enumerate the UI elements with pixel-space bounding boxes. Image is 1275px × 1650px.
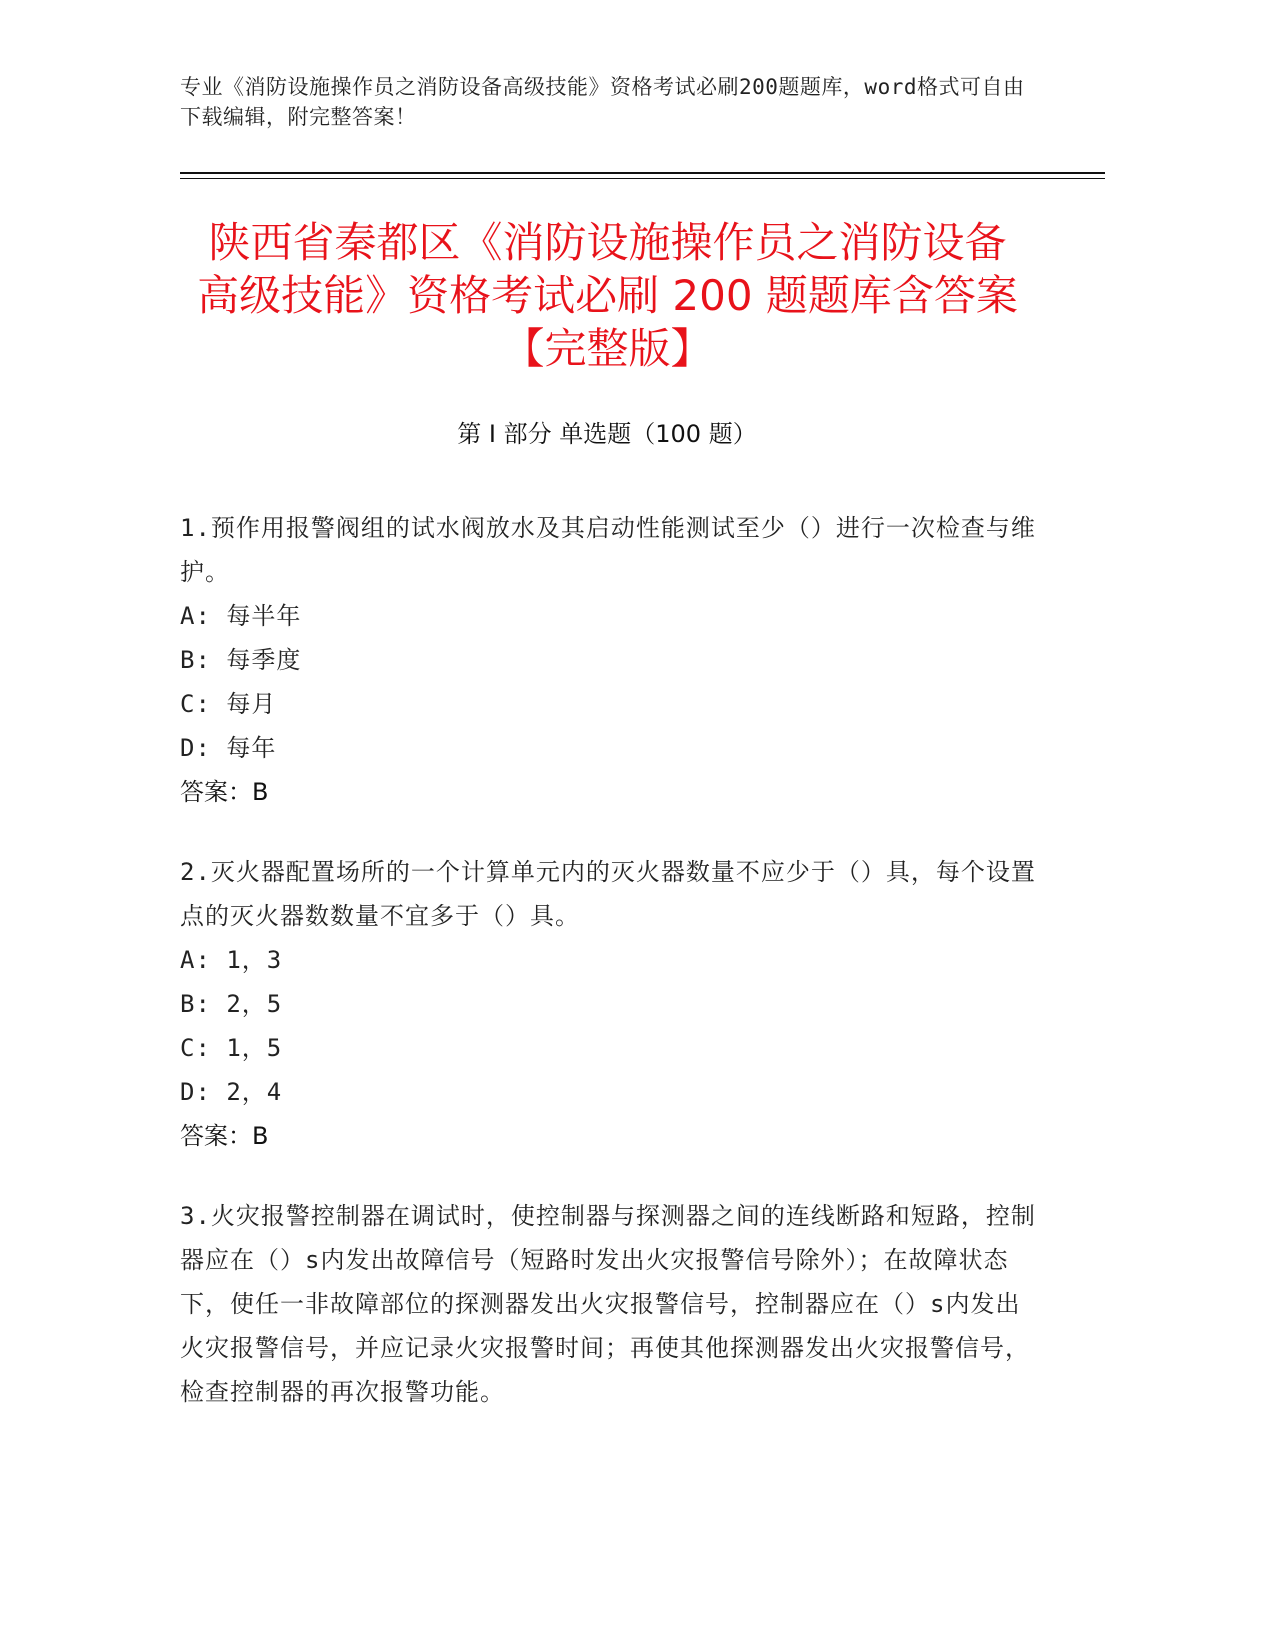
answer-line: 答案：B [180,1122,269,1150]
option-b: B: 2，5 [180,990,283,1018]
question-text: 3.火灾报警控制器在调试时，使控制器与探测器之间的连线断路和短路，控制器应在（）s内发出故障信号（短路时发出火灾报警信号除外）；在故障状态下，使任一非故障部位的探测器发出火灾报警信号，控制器应在（）s内发出火灾报警信号，并应记录火灾报警时间；再使其他探测器发出火灾报警信号，检查控制器的再次报警功能。 [180,1202,1036,1406]
document-title [150,216,1065,375]
option-b: B: 每季度 [180,646,302,674]
option-c: C: 1，5 [180,1034,283,1062]
option-a: A: 1，3 [180,946,283,974]
section-heading: 第 I 部分 单选题（100 题） [457,420,757,448]
question-text: 2.灭火器配置场所的一个计算单元内的灭火器数量不应少于（）具，每个设置点的灭火器数数量不宜多于（）具。 [180,858,1036,930]
header-note: 专业《消防设施操作员之消防设备高级技能》资格考试必刷200题题库，word格式可自由下载编辑，附完整答案！ [180,75,1025,129]
question-text: 1.预作用报警阀组的试水阀放水及其启动性能测试至少（）进行一次检查与维护。 [180,514,1036,586]
header-divider-thin [180,178,1105,179]
question-item [180,1194,1040,1414]
question-item [180,850,1040,1158]
option-d: D: 2，4 [180,1078,283,1106]
option-c: C: 每月 [180,690,277,718]
question-list [180,506,1040,1450]
question-item [180,506,1040,814]
header-divider-thick [180,172,1105,174]
title-line: 【完整版】 [502,324,713,373]
title-line: 陕西省秦都区《消防设施操作员之消防设备 [208,218,1007,267]
option-d: D: 每年 [180,734,277,762]
option-a: A: 每半年 [180,602,302,630]
title-line: 高级技能》资格考试必刷 200 题题库含答案 [197,271,1018,320]
answer-line: 答案：B [180,778,269,806]
